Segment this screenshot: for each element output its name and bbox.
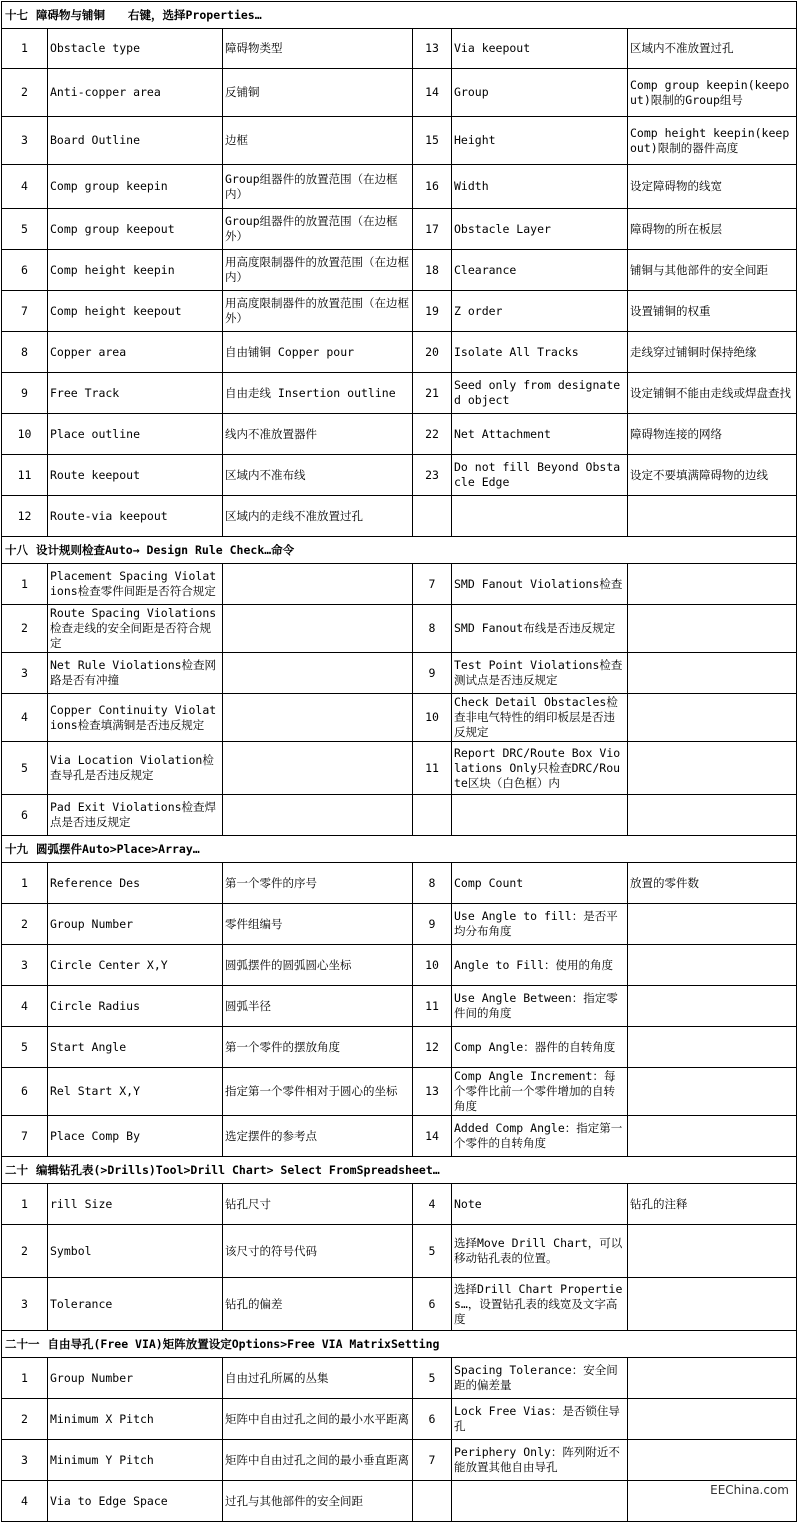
item-term: Added Comp Angle：指定第一个零件的自转角度 (452, 1116, 628, 1157)
item-number: 6 (2, 250, 48, 291)
item-description: 边框 (223, 117, 413, 165)
item-number: 3 (2, 653, 48, 694)
item-term: Report DRC/Route Box Violations Only只检查DRC/Route区块（白色框）内 (452, 742, 628, 795)
item-term: Use Angle to fill：是否平均分布角度 (452, 904, 628, 945)
item-number: 21 (413, 373, 452, 414)
item-description: 障碍物的所在板层 (628, 209, 797, 250)
item-number: 2 (2, 1399, 48, 1440)
section-number: 十七 (5, 7, 28, 22)
item-number: 6 (413, 1399, 452, 1440)
item-number: 5 (2, 1027, 48, 1068)
item-number: 10 (2, 414, 48, 455)
item-description: 区域内的走线不准放置过孔 (223, 496, 413, 537)
table-row (2, 414, 797, 455)
table-row (2, 1116, 797, 1157)
item-number: 10 (413, 945, 452, 986)
watermark: EEChina.com (710, 1483, 789, 1497)
item-number: 9 (413, 653, 452, 694)
table-row (2, 795, 797, 836)
item-description (628, 945, 797, 986)
item-description: 矩阵中自由过孔之间的最小垂直距离 (223, 1440, 413, 1481)
table-row (2, 863, 797, 904)
item-description: 区域内不准布线 (223, 455, 413, 496)
table-row (2, 332, 797, 373)
table-row (2, 605, 797, 653)
section-title-text: 圆弧摆件Auto>Place>Array… (36, 841, 200, 856)
item-description: 反铺铜 (223, 69, 413, 117)
item-description: 铺铜与其他部件的安全间距 (628, 250, 797, 291)
item-description (628, 1358, 797, 1399)
item-description: 线内不准放置器件 (223, 414, 413, 455)
table-row (2, 117, 797, 165)
item-number: 22 (413, 414, 452, 455)
item-number: 2 (2, 904, 48, 945)
item-term: Route-via keepout (48, 496, 223, 537)
table-row (2, 1358, 797, 1399)
item-number: 17 (413, 209, 452, 250)
item-term: Clearance (452, 250, 628, 291)
item-number: 7 (413, 1440, 452, 1481)
item-description (223, 653, 413, 694)
item-term: Group (452, 69, 628, 117)
item-term: Free Track (48, 373, 223, 414)
item-term: Spacing Tolerance：安全间距的偏差量 (452, 1358, 628, 1399)
item-term: Net Attachment (452, 414, 628, 455)
item-number: 1 (2, 863, 48, 904)
section-number: 二十 (5, 1162, 28, 1177)
item-term (452, 1481, 628, 1522)
table-row (2, 69, 797, 117)
section-title (2, 1157, 797, 1184)
item-term: Tolerance (48, 1278, 223, 1331)
item-term: Place outline (48, 414, 223, 455)
item-term: Start Angle (48, 1027, 223, 1068)
item-number (413, 795, 452, 836)
item-description: 设定障碍物的线宽 (628, 165, 797, 209)
table-row (2, 1027, 797, 1068)
section-header (2, 1157, 797, 1184)
item-number: 2 (2, 69, 48, 117)
item-description: 用高度限制器件的放置范围（在边框内） (223, 250, 413, 291)
reference-table (1, 1, 797, 1522)
item-number: 16 (413, 165, 452, 209)
item-description: 圆弧半径 (223, 986, 413, 1027)
item-term: Height (452, 117, 628, 165)
item-description: 选定摆件的参考点 (223, 1116, 413, 1157)
item-description: 自由走线 Insertion outline (223, 373, 413, 414)
item-number: 13 (413, 29, 452, 69)
item-number (413, 496, 452, 537)
item-description: 指定第一个零件相对于圆心的坐标 (223, 1068, 413, 1116)
section-header (2, 2, 797, 29)
table-row (2, 455, 797, 496)
item-description (628, 564, 797, 605)
item-description: 设定不要填满障碍物的边线 (628, 455, 797, 496)
table-row (2, 209, 797, 250)
item-description (628, 1068, 797, 1116)
table-row (2, 1399, 797, 1440)
table-row (2, 986, 797, 1027)
item-term: Do not fill Beyond Obstacle Edge (452, 455, 628, 496)
item-number: 4 (2, 1481, 48, 1522)
item-description (223, 694, 413, 742)
item-term: Comp Angle：器件的自转角度 (452, 1027, 628, 1068)
item-description (223, 742, 413, 795)
item-term: Reference Des (48, 863, 223, 904)
item-description: Comp height keepin(keepout)限制的器件高度 (628, 117, 797, 165)
item-number: 6 (413, 1278, 452, 1331)
item-description (223, 564, 413, 605)
item-description: 矩阵中自由过孔之间的最小水平距离 (223, 1399, 413, 1440)
section-title-text: 编辑钻孔表(>Drills)Tool>Drill Chart> Select FromSpreadsheet… (36, 1162, 440, 1177)
item-term: Lock Free Vias：是否锁住导孔 (452, 1399, 628, 1440)
item-term: Note (452, 1184, 628, 1225)
item-description (628, 1116, 797, 1157)
item-term: Symbol (48, 1225, 223, 1278)
item-term: Obstacle Layer (452, 209, 628, 250)
item-number: 5 (413, 1358, 452, 1399)
item-description (223, 605, 413, 653)
section-title-text: 设计规则检查Auto→ Design Rule Check…命令 (36, 542, 295, 557)
item-description: 圆弧摆件的圆弧圆心坐标 (223, 945, 413, 986)
item-term: Comp group keepin (48, 165, 223, 209)
section-header (2, 836, 797, 863)
item-description: Comp group keepin(keepout)限制的Group组号 (628, 69, 797, 117)
item-number: 2 (2, 1225, 48, 1278)
table-row (2, 945, 797, 986)
item-number: 1 (2, 1358, 48, 1399)
item-description (628, 605, 797, 653)
item-term: SMD Fanout Violations检查 (452, 564, 628, 605)
item-term: Via keepout (452, 29, 628, 69)
item-number: 8 (2, 332, 48, 373)
item-number: 7 (2, 1116, 48, 1157)
item-term: rill Size (48, 1184, 223, 1225)
item-number: 10 (413, 694, 452, 742)
item-description: 设置铺铜的权重 (628, 291, 797, 332)
item-number: 3 (2, 117, 48, 165)
item-term: Via to Edge Space (48, 1481, 223, 1522)
table-row (2, 29, 797, 69)
section-number: 十八 (5, 542, 28, 557)
item-number: 1 (2, 564, 48, 605)
item-term: Comp group keepout (48, 209, 223, 250)
item-number: 7 (2, 291, 48, 332)
item-number: 5 (2, 742, 48, 795)
item-term: Via Location Violation检查导孔是否违反规定 (48, 742, 223, 795)
item-description: 障碍物类型 (223, 29, 413, 69)
table-row (2, 653, 797, 694)
item-number: 4 (413, 1184, 452, 1225)
item-term: Board Outline (48, 117, 223, 165)
item-number: 14 (413, 1116, 452, 1157)
section-title (2, 537, 797, 564)
item-description: 零件组编号 (223, 904, 413, 945)
item-description: 障碍物连接的网络 (628, 414, 797, 455)
table-row (2, 904, 797, 945)
item-term: SMD Fanout布线是否违反规定 (452, 605, 628, 653)
item-number: 5 (2, 209, 48, 250)
item-description: 走线穿过铺铜时保持绝缘 (628, 332, 797, 373)
item-term: 选择Drill Chart Properties…，设置钻孔表的线宽及文字高度 (452, 1278, 628, 1331)
item-term: Circle Radius (48, 986, 223, 1027)
table-row (2, 291, 797, 332)
item-description: 钻孔的偏差 (223, 1278, 413, 1331)
table-row (2, 742, 797, 795)
table-row (2, 1481, 797, 1522)
item-term: Minimum Y Pitch (48, 1440, 223, 1481)
item-number: 3 (2, 1440, 48, 1481)
item-term: Minimum X Pitch (48, 1399, 223, 1440)
item-description (628, 694, 797, 742)
table-row (2, 1184, 797, 1225)
item-description (628, 1278, 797, 1331)
item-description: 钻孔的注释 (628, 1184, 797, 1225)
item-description (628, 904, 797, 945)
item-description: Group组器件的放置范围（在边框内） (223, 165, 413, 209)
item-number: 4 (2, 165, 48, 209)
section-number: 十九 (5, 841, 28, 856)
item-number: 2 (2, 605, 48, 653)
item-number: 8 (413, 605, 452, 653)
item-term: Copper area (48, 332, 223, 373)
item-term: Anti-copper area (48, 69, 223, 117)
item-number: 7 (413, 564, 452, 605)
item-description: 第一个零件的摆放角度 (223, 1027, 413, 1068)
item-description: 放置的零件数 (628, 863, 797, 904)
item-number: 4 (2, 986, 48, 1027)
item-description (628, 653, 797, 694)
item-description (628, 1399, 797, 1440)
item-description (628, 1027, 797, 1068)
item-number: 1 (2, 1184, 48, 1225)
item-term: Group Number (48, 904, 223, 945)
section-header (2, 537, 797, 564)
item-term: 选择Move Drill Chart，可以移动钻孔表的位置。 (452, 1225, 628, 1278)
item-term: Copper Continuity Violations检查填满铜是否违反规定 (48, 694, 223, 742)
item-description (628, 1225, 797, 1278)
item-term: Route Spacing Violations检查走线的安全间距是否符合规定 (48, 605, 223, 653)
section-title (2, 2, 797, 29)
item-term: Place Comp By (48, 1116, 223, 1157)
item-term: Periphery Only：阵列附近不能放置其他自由导孔 (452, 1440, 628, 1481)
table-row (2, 496, 797, 537)
item-term: Isolate All Tracks (452, 332, 628, 373)
table-row (2, 1068, 797, 1116)
item-description: 该尺寸的符号代码 (223, 1225, 413, 1278)
table-row (2, 1278, 797, 1331)
table-row (2, 165, 797, 209)
item-number: 5 (413, 1225, 452, 1278)
item-number: 11 (413, 986, 452, 1027)
item-description (628, 496, 797, 537)
item-term: Angle to Fill：使用的角度 (452, 945, 628, 986)
item-term: Net Rule Violations检查网路是否有冲撞 (48, 653, 223, 694)
item-description: 用高度限制器件的放置范围（在边框外） (223, 291, 413, 332)
section-header (2, 1331, 797, 1358)
item-term: Route keepout (48, 455, 223, 496)
item-term: Check Detail Obstacles检查非电气特性的绢印板层是否违反规定 (452, 694, 628, 742)
item-term: Seed only from designated object (452, 373, 628, 414)
item-term: Comp height keepout (48, 291, 223, 332)
table-row (2, 1440, 797, 1481)
item-term: Pad Exit Violations检查焊点是否违反规定 (48, 795, 223, 836)
item-number: 20 (413, 332, 452, 373)
item-term: Group Number (48, 1358, 223, 1399)
item-description: 区域内不准放置过孔 (628, 29, 797, 69)
section-number: 二十一 (5, 1336, 40, 1351)
item-number: 15 (413, 117, 452, 165)
item-term: Obstacle type (48, 29, 223, 69)
section-title-text: 障碍物与铺铜 右键，选择Properties… (36, 7, 262, 22)
item-term: Circle Center X,Y (48, 945, 223, 986)
item-description: 自由过孔所属的丛集 (223, 1358, 413, 1399)
item-number: 3 (2, 1278, 48, 1331)
item-number: 11 (2, 455, 48, 496)
item-term: Placement Spacing Violations检查零件间距是否符合规定 (48, 564, 223, 605)
item-number: 18 (413, 250, 452, 291)
item-term: Comp Count (452, 863, 628, 904)
table-row (2, 250, 797, 291)
item-number: 19 (413, 291, 452, 332)
item-number: 4 (2, 694, 48, 742)
table-row (2, 1225, 797, 1278)
item-description (628, 742, 797, 795)
item-number: 3 (2, 945, 48, 986)
item-term: Comp Angle Increment：每个零件比前一个零件增加的自转角度 (452, 1068, 628, 1116)
item-term: Comp height keepin (48, 250, 223, 291)
section-title (2, 1331, 797, 1358)
item-description (628, 795, 797, 836)
item-number: 23 (413, 455, 452, 496)
section-title-text: 自由导孔(Free VIA)矩阵放置设定Options>Free VIA MatrixSetting (47, 1336, 440, 1351)
item-description: 第一个零件的序号 (223, 863, 413, 904)
item-term: Width (452, 165, 628, 209)
item-number: 12 (413, 1027, 452, 1068)
item-term: Use Angle Between：指定零件间的角度 (452, 986, 628, 1027)
table-row (2, 564, 797, 605)
item-number: 1 (2, 29, 48, 69)
item-description: Group组器件的放置范围（在边框外） (223, 209, 413, 250)
item-number: 13 (413, 1068, 452, 1116)
item-description: 过孔与其他部件的安全间距 (223, 1481, 413, 1522)
item-description: 钻孔尺寸 (223, 1184, 413, 1225)
item-description (628, 1440, 797, 1481)
table-row (2, 373, 797, 414)
item-number: 11 (413, 742, 452, 795)
item-number: 8 (413, 863, 452, 904)
item-description (628, 986, 797, 1027)
item-term: Rel Start X,Y (48, 1068, 223, 1116)
item-number: 9 (413, 904, 452, 945)
item-term: Z order (452, 291, 628, 332)
table-row (2, 694, 797, 742)
item-description: 自由铺铜 Copper pour (223, 332, 413, 373)
item-term: Test Point Violations检查测试点是否违反规定 (452, 653, 628, 694)
item-number: 12 (2, 496, 48, 537)
section-title (2, 836, 797, 863)
item-number: 9 (2, 373, 48, 414)
item-term (452, 496, 628, 537)
item-term (452, 795, 628, 836)
item-description (223, 795, 413, 836)
item-description: 设定铺铜不能由走线或焊盘查找 (628, 373, 797, 414)
item-number: 6 (2, 1068, 48, 1116)
item-number (413, 1481, 452, 1522)
item-number: 6 (2, 795, 48, 836)
item-number: 14 (413, 69, 452, 117)
